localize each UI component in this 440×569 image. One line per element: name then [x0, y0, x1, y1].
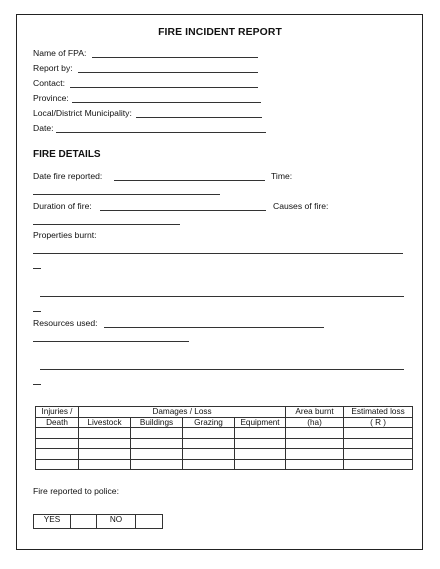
properties-burnt-line-1[interactable]	[33, 253, 403, 254]
municipality-field[interactable]	[136, 117, 262, 118]
equipment-header: Equipment	[235, 417, 286, 428]
table-cell[interactable]	[235, 428, 286, 439]
table-cell[interactable]	[183, 449, 235, 460]
table-cell[interactable]	[36, 459, 79, 470]
table-cell[interactable]	[286, 438, 344, 449]
date-reported-continuation-line[interactable]	[33, 194, 220, 195]
table-cell[interactable]	[286, 449, 344, 460]
table-cell[interactable]	[344, 438, 413, 449]
livestock-header: Livestock	[79, 417, 131, 428]
table-cell[interactable]	[344, 449, 413, 460]
table-cell[interactable]	[344, 428, 413, 439]
table-row	[36, 459, 413, 470]
table-cell[interactable]	[79, 449, 131, 460]
resources-used-dash	[33, 384, 41, 385]
table-cell[interactable]	[79, 428, 131, 439]
damage-table	[35, 406, 413, 470]
report-by-field[interactable]	[78, 72, 258, 73]
fire-details-heading: FIRE DETAILS	[33, 149, 101, 160]
properties-burnt-dash-1	[33, 268, 41, 269]
damages-loss-header: Damages / Loss	[79, 407, 286, 418]
table-cell[interactable]	[183, 428, 235, 439]
grazing-header: Grazing	[183, 417, 235, 428]
date-field[interactable]	[56, 132, 266, 133]
name-of-fpa-field[interactable]	[92, 57, 258, 58]
resources-used-line-3[interactable]	[40, 369, 404, 370]
table-cell[interactable]	[79, 438, 131, 449]
table-cell[interactable]	[36, 438, 79, 449]
resources-used-field[interactable]	[104, 327, 324, 328]
properties-burnt-line-2[interactable]	[40, 296, 404, 297]
table-subheader-row	[36, 417, 413, 428]
injuries-header: Injuries /	[36, 407, 79, 418]
municipality-label: Local/District Municipality:	[33, 108, 132, 118]
area-unit-header: (ha)	[286, 417, 344, 428]
date-reported-label: Date fire reported:	[33, 171, 103, 181]
table-cell[interactable]	[131, 449, 183, 460]
table-cell[interactable]	[183, 459, 235, 470]
no-checkbox[interactable]	[136, 515, 163, 529]
date-label: Date:	[33, 123, 54, 133]
province-field[interactable]	[72, 102, 261, 103]
duration-label: Duration of fire:	[33, 201, 92, 211]
police-label: Fire reported to police:	[33, 486, 119, 496]
table-cell[interactable]	[131, 428, 183, 439]
area-burnt-header: Area burnt	[286, 407, 344, 418]
yes-label: YES	[34, 515, 71, 529]
table-header-row	[36, 407, 413, 418]
yes-checkbox[interactable]	[71, 515, 97, 529]
table-row	[36, 438, 413, 449]
time-label: Time:	[271, 171, 293, 181]
table-cell[interactable]	[131, 438, 183, 449]
table-cell[interactable]	[235, 449, 286, 460]
table-cell[interactable]	[235, 438, 286, 449]
police-yes-no-table	[33, 514, 163, 529]
resources-used-label: Resources used:	[33, 318, 98, 328]
table-row	[36, 428, 413, 439]
table-cell[interactable]	[36, 428, 79, 439]
buildings-header: Buildings	[131, 417, 183, 428]
duration-field[interactable]	[100, 210, 266, 211]
table-cell[interactable]	[131, 459, 183, 470]
table-cell[interactable]	[286, 428, 344, 439]
table-cell[interactable]	[286, 459, 344, 470]
table-cell[interactable]	[79, 459, 131, 470]
report-title: FIRE INCIDENT REPORT	[158, 27, 282, 38]
causes-continuation-line[interactable]	[33, 224, 180, 225]
report-by-label: Report by:	[33, 63, 73, 73]
estimated-loss-header: Estimated loss	[344, 407, 413, 418]
contact-field[interactable]	[70, 87, 258, 88]
loss-unit-header: ( R )	[344, 417, 413, 428]
table-cell[interactable]	[183, 438, 235, 449]
contact-label: Contact:	[33, 78, 66, 88]
table-cell[interactable]	[235, 459, 286, 470]
no-label: NO	[97, 515, 136, 529]
properties-burnt-dash-2	[33, 311, 41, 312]
province-label: Province:	[33, 93, 69, 103]
name-of-fpa-label: Name of FPA:	[33, 48, 87, 58]
table-cell[interactable]	[36, 449, 79, 460]
death-header: Death	[36, 417, 79, 428]
table-row	[36, 449, 413, 460]
resources-used-line-2[interactable]	[33, 341, 189, 342]
properties-burnt-label: Properties burnt:	[33, 230, 97, 240]
date-reported-field[interactable]	[114, 180, 265, 181]
table-cell[interactable]	[344, 459, 413, 470]
causes-label: Causes of fire:	[273, 201, 329, 211]
